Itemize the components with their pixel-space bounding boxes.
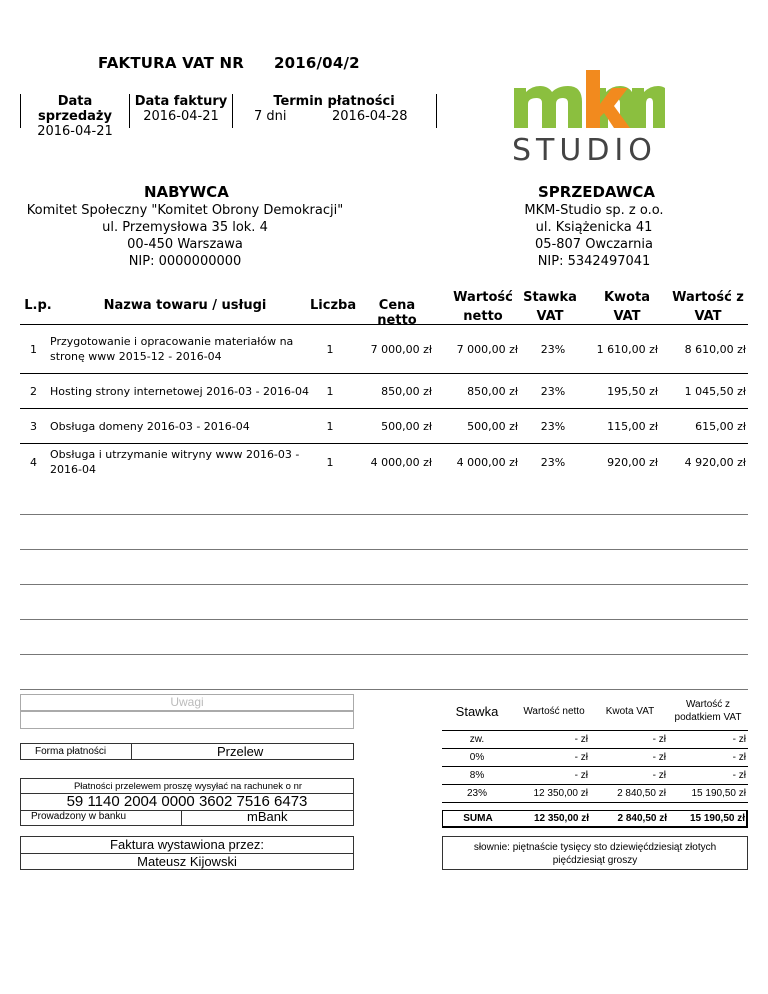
payment-form-value: Przelew xyxy=(217,744,264,759)
buyer-details xyxy=(20,202,350,270)
seller-street: ul. Książenicka 41 xyxy=(535,220,653,235)
bank-label: Prowadzony w banku xyxy=(31,811,127,822)
amount-in-words: słownie: piętnaście tysięcy sto dziewięćdziesiąt złotych pięćdziesiąt groszy xyxy=(442,836,748,870)
payment-form-label: Forma płatności xyxy=(35,746,107,757)
invoice-number: 2016/04/2 xyxy=(273,54,360,72)
summary-col-rate: Stawka xyxy=(455,704,499,719)
summary-total-label: SUMA xyxy=(463,813,493,824)
remarks-box[interactable] xyxy=(20,694,354,711)
empty-row-line xyxy=(20,514,748,515)
svg-text:STUDIO: STUDIO xyxy=(512,133,657,162)
seller-nip: NIP: 5342497041 xyxy=(537,254,651,269)
summary-row: 23% 12 350,00 zł 2 840,50 zł 15 190,50 zł xyxy=(442,785,748,803)
empty-row-line xyxy=(20,584,748,585)
issued-by-name: Mateusz Kijowski xyxy=(21,853,353,870)
items-table-header xyxy=(20,284,748,328)
issued-by-box xyxy=(20,836,354,870)
summary-row: 0% - zł - zł - zł xyxy=(442,749,748,767)
payment-form-row xyxy=(20,743,354,760)
payment-term-box xyxy=(232,94,437,128)
bank-account-box xyxy=(20,778,354,826)
col-lp: L.p. xyxy=(24,298,52,313)
col-vat: Kwota VAT xyxy=(603,290,650,324)
issued-by-label: Faktura wystawiona przez: xyxy=(110,837,264,852)
empty-row-line xyxy=(20,549,748,550)
invoice-date-label: Data faktury xyxy=(134,94,228,109)
buyer-city: 00-450 Warszawa xyxy=(127,237,243,252)
empty-row-line xyxy=(20,619,748,620)
invoice-title-label: FAKTURA VAT NR xyxy=(98,54,244,72)
payment-term-days: 7 dni xyxy=(254,109,287,124)
seller-details xyxy=(480,202,708,270)
summary-total-net: 12 350,00 zł xyxy=(533,813,589,824)
remarks-label: Uwagi xyxy=(170,695,204,709)
summary-col-net: Wartość netto xyxy=(523,706,585,717)
invoice-title xyxy=(98,54,360,72)
sale-date-value: 2016-04-21 xyxy=(37,124,113,139)
buyer-nip: NIP: 0000000000 xyxy=(128,254,242,269)
empty-row-line xyxy=(20,654,748,655)
summary-total xyxy=(442,810,748,828)
summary-total-vat: 2 840,50 zł xyxy=(617,813,667,824)
buyer-heading: NABYWCA xyxy=(144,183,229,201)
account-note: Płatności przelewem proszę wysyłać na rachunek o nr xyxy=(73,781,303,792)
table-row: 1 Przygotowanie i opracowanie materiałów na stronę www 2015-12 - 2016-04 1 7 000,00 zł 7 000,00 zł 23% 1 610,00 zł 8 610,00 zł xyxy=(20,325,748,374)
seller-heading: SPRZEDAWCA xyxy=(538,183,656,201)
col-gross: Wartość z VAT xyxy=(672,290,744,324)
bank-value: mBank xyxy=(247,809,288,824)
buyer-street: ul. Przemysłowa 35 lok. 4 xyxy=(102,220,268,235)
payment-term-date: 2016-04-28 xyxy=(332,109,408,124)
invoice-date-value: 2016-04-21 xyxy=(143,109,219,124)
table-row: 4 Obsługa i utrzymanie witryny www 2016-03 - 2016-04 1 4 000,00 zł 4 000,00 zł 23% 920,00 zł 4 920,00 zł xyxy=(30,448,746,476)
empty-row-line xyxy=(20,689,748,690)
summary-col-vat: Kwota VAT xyxy=(605,706,655,717)
summary-col-gross: Wartość z podatkiem VAT xyxy=(674,699,742,723)
buyer-name: Komitet Społeczny "Komitet Obrony Demokracji" xyxy=(26,203,344,218)
col-price: Cena netto xyxy=(377,298,417,328)
payment-term-label: Termin płatności xyxy=(273,94,395,109)
col-net: Wartość netto xyxy=(453,290,513,324)
sale-date-label: Data sprzedaży xyxy=(38,94,112,124)
col-name: Nazwa towaru / usługi xyxy=(103,298,267,313)
seller-name: MKM-Studio sp. z o.o. xyxy=(524,203,664,218)
seller-city: 05-807 Owczarnia xyxy=(535,237,653,252)
remarks-input[interactable] xyxy=(20,711,354,729)
sale-date-box xyxy=(20,94,130,139)
summary-row: zw. - zł - zł - zł xyxy=(442,731,748,749)
col-rate: Stawka VAT xyxy=(523,290,577,324)
company-logo xyxy=(512,70,668,162)
summary-row: 8% - zł - zł - zł xyxy=(442,767,748,785)
table-row: 2 Hosting strony internetowej 2016-03 - 2016-04 1 850,00 zł 850,00 zł 23% 195,50 zł 1 045,50 zł xyxy=(20,374,748,409)
col-qty: Liczba xyxy=(310,298,357,313)
summary-total-gross: 15 190,50 zł xyxy=(689,813,745,824)
invoice-date-box xyxy=(130,94,233,128)
table-row: 3 Obsługa domeny 2016-03 - 2016-04 1 500,00 zł 500,00 zł 23% 115,00 zł 615,00 zł xyxy=(20,409,748,444)
summary-header xyxy=(442,694,748,731)
account-number: 59 1140 2004 0000 3602 7516 6473 xyxy=(66,793,308,810)
